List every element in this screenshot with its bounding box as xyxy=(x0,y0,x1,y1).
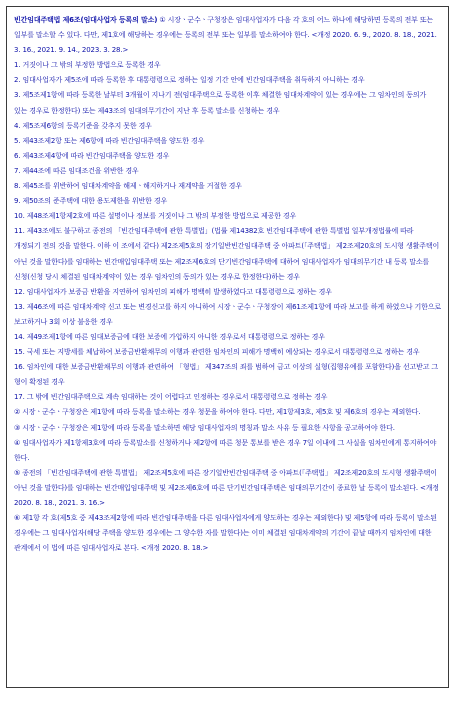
paragraph-4: ④ 임대사업자가 제1항제3호에 따라 등록말소를 신청하거나 제2항에 따른 청문 통보를 받은 경우 7일 이내에 그 사실을 임차인에게 통지하여야 한다. xyxy=(14,438,437,462)
law-article-text xyxy=(14,13,441,556)
article-intro: ① 시장ㆍ군수ㆍ구청장은 임대사업자가 다음 각 호의 어느 하나에 해당하면 등록의 전부 또는 일부를 말소할 수 있다. 다만, 제1호에 해당하는 경우에는 등록의 전부 또는 일부를 말소하여야 한다. <개정 2020. 6. 9., 2020. 8. 18., 2021. 3. 16., 2021. 9. 14., 2023. 3. 28.> xyxy=(14,16,437,55)
item-15: 15. 국세 또는 지방세를 체납하여 보증금반환채무의 이행과 관련한 임차인의 피해가 명백히 예상되는 경우로서 대통령령으로 정하는 경우 xyxy=(14,348,420,357)
article-heading xyxy=(14,13,441,58)
document-frame xyxy=(6,6,449,688)
item-9: 9. 제50조의 준주택에 대한 용도제한을 위반한 경우 xyxy=(14,197,168,206)
item-5: 5. 제43조제2항 또는 제6항에 따라 빈간임대주택을 양도한 경우 xyxy=(14,136,205,145)
item-11: 11. 제43조에도 불구하고 종전의 「빈간임대주택에 관한 특별법」(법률 제14382호 빈간임대주택에 관한 특별법 일부개정법률에 따라 개정되기 전의 것을 말한다. 이하 이 조에서 같다) 제2조제5호의 장기일반빈간임대주택 중 아파트(「주택법」 제2조제20호의 도시형 생활주택이 아닌 것을 말한다)를 임대하는 빈간매입임대주택 또는 제2조제6호의 단기빈간임대주택에 대하여 임대사업자가 임대의무기간 내 등록 말소를 신청(신청 당시 체결된 임대차계약이 있는 경우 임차인의 동의가 있는 경우로 한정한다)하는 경우 xyxy=(14,227,440,281)
item-2: 2. 임대사업자가 제5조에 따라 등록한 후 대통령령으로 정하는 일정 기간 안에 빈간임대주택을 취득하지 아니하는 경우 xyxy=(14,76,365,85)
article-title: 빈간임대주택법 제6조(임대사업자 등록의 말소) xyxy=(14,16,158,24)
paragraph-2: ② 시장ㆍ군수ㆍ구청장은 제1항에 따라 등록을 말소하는 경우 청문을 하여야 한다. 다만, 제1항제3호, 제5호 및 제6호의 경우는 제외한다. xyxy=(14,408,421,417)
item-6: 6. 제43조제4항에 따라 빈간임대주택을 양도한 경우 xyxy=(14,151,170,160)
item-17: 17. 그 밖에 빈간임대주택으로 계속 임대하는 것이 어렵다고 인정하는 경우로서 대통령령으로 정하는 경우 xyxy=(14,393,328,402)
item-12: 12. 임대사업자가 보증금 반환을 지연하여 임차인의 피해가 명백히 발생하였다고 대통령령으로 정하는 경우 xyxy=(14,287,332,296)
item-13: 13. 제46조에 따른 임대차계약 신고 또는 변경신고를 하지 아니하여 시장ㆍ군수ㆍ구청장이 제61조제1항에 따라 보고를 하게 하였으나 기한으로 보고하거나 3회 이상 불응한 경우 xyxy=(14,302,441,326)
item-1: 1. 거짓이나 그 밖의 부정한 방법으로 등록한 경우 xyxy=(14,61,161,70)
item-14: 14. 제49조제1항에 따른 임대보증금에 대한 보증에 가입하지 아니한 경우로서 대통령령으로 정하는 경우 xyxy=(14,332,325,341)
paragraph-5: ⑤ 종전의 「빈간임대주택에 관한 특별법」 제2조제5호에 따른 장기일반빈간임대주택 중 아파트(「주택법」 제2조제20호의 도시형 생활주택이 아닌 것을 말한다)를 임대하는 빈간매입임대주택 및 제2조제6호에 따른 단기빈간임대주택은 임대의무기간이 종료한 날 등록이 말소된다. <개정 2020. 8. 18., 2021. 3. 16.> xyxy=(14,468,439,507)
item-10: 10. 제48조제1항제2호에 따른 설명이나 정보를 거짓이나 그 밖의 부정한 방법으로 제공한 경우 xyxy=(14,212,297,221)
item-8: 8. 제45조를 위반하여 임대차계약을 해제ㆍ해지하거나 재계약을 거절한 경우 xyxy=(14,182,242,191)
paragraph-3: ③ 시장ㆍ군수ㆍ구청장은 제1항에 따라 등록을 말소하면 해당 임대사업자의 명칭과 말소 사유 등 필요한 사항을 공고하여야 한다. xyxy=(14,423,395,432)
item-3: 3. 제5조제1항에 따라 등록한 날부터 3개월이 지나기 전(임대주택으로 등록한 이후 체결한 임대차계약이 있는 경우에는 그 임차인의 동의가 있는 경우로 한정한다) 또는 제43조의 임대의무기간이 지난 후 등록 말소를 신청하는 경우 xyxy=(14,91,427,115)
item-7: 7. 제44조에 따른 임대조건을 위반한 경우 xyxy=(14,166,139,175)
paragraph-6: ⑥ 제1항 각 호(제5호 중 제43조제2항에 따라 빈간임대주택을 다른 임대사업자에게 양도하는 경우는 제외한다) 및 제5항에 따라 등록이 말소된 경우에는 그 임대사업자(해당 주택을 양도한 경우에는 그 양수한 자를 말한다)는 이미 체결된 임대차계약의 기간이 끝날 때까지 임차인에 대한 관계에서 이 법에 따른 임대사업자로 본다. <개정 2020. 8. 18.> xyxy=(14,514,437,553)
item-16: 16. 임차인에 대한 보증금반환채무의 이행과 관련하여 「형법」 제347조의 죄를 범하여 금고 이상의 실형(집행유예를 포함한다)을 선고받고 그 형이 확정된 경우 xyxy=(14,363,439,387)
item-4: 4. 제5조제6항의 등록기준을 갖추지 못한 경우 xyxy=(14,121,152,130)
